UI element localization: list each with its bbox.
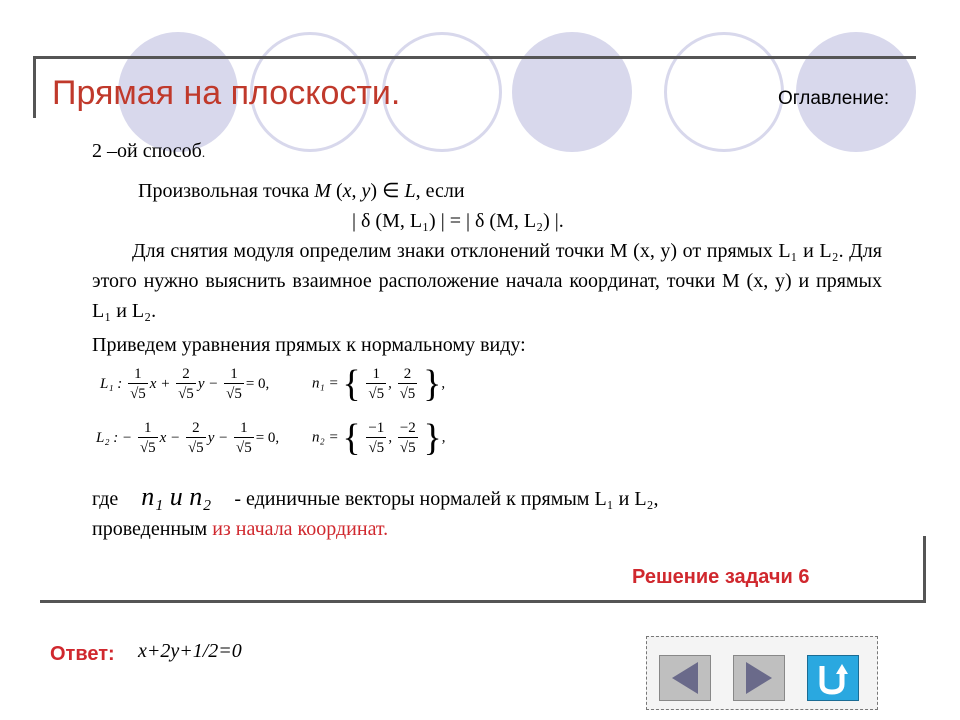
- return-button[interactable]: [807, 655, 859, 701]
- right-frame-line: [923, 536, 926, 602]
- paragraph-vectors-line2: проведенным из начала координат.: [92, 518, 389, 540]
- top-frame-line: [36, 56, 916, 59]
- left-frame-line: [33, 56, 36, 118]
- paragraph-normal-form: Приведем уравнения прямых к нормальному виду:: [92, 334, 526, 356]
- decor-ring: [664, 32, 784, 152]
- prev-button[interactable]: [659, 655, 711, 701]
- next-button[interactable]: [733, 655, 785, 701]
- decor-circle: [512, 32, 632, 152]
- page-title: Прямая на плоскости.: [52, 74, 401, 112]
- solution-link[interactable]: Решение задачи 6: [632, 566, 810, 588]
- formula-n1: n₁ = { $\frac{1}{√5}$ , $\frac{2}{√5}$ },: [312, 363, 446, 405]
- nav-panel: [646, 636, 878, 710]
- answer-value: x+2y+1/2=0: [138, 640, 242, 662]
- bottom-frame-line: [40, 600, 926, 603]
- return-icon: [808, 656, 858, 700]
- paragraph-vectors: где n₁ и n₂ - единичные векторы нормалей к прямым L₁ и L₂,: [92, 482, 659, 511]
- arrow-left-icon: [660, 656, 710, 700]
- method-heading: 2 –ой способ.: [92, 140, 206, 162]
- paragraph-module: Для снятия модуля определим знаки отклонений точки M (x, y) от прямых L₁ и L₂. Для этого нужно выяснить взаимное расположение начала координат, точки M (x, y) и прямых L₁ и L₂.: [92, 240, 882, 322]
- formula-l1: L₁ : $\frac{1}{√5}$ x + $\frac{2}{√5}$ y − $\frac{1}{√5}$ = 0,: [100, 366, 270, 402]
- answer-label: Ответ:: [50, 643, 115, 665]
- paragraph-point: Произвольная точка M (x, y) ∈ L, если: [138, 180, 465, 202]
- distance-equation: | δ (M, L₁) | = | δ (M, L₂) |.: [352, 210, 564, 232]
- arrow-right-icon: [734, 656, 784, 700]
- formula-l2: L₂ : − $\frac{1}{√5}$ x − $\frac{2}{√5}$ y − $\frac{1}{√5}$ = 0,: [96, 420, 280, 456]
- formula-n2: n₂ = { $\frac{-1}{√5}$ , $\frac{-2}{√5}$ },: [312, 417, 446, 459]
- toc-link[interactable]: Оглавление:: [778, 88, 890, 109]
